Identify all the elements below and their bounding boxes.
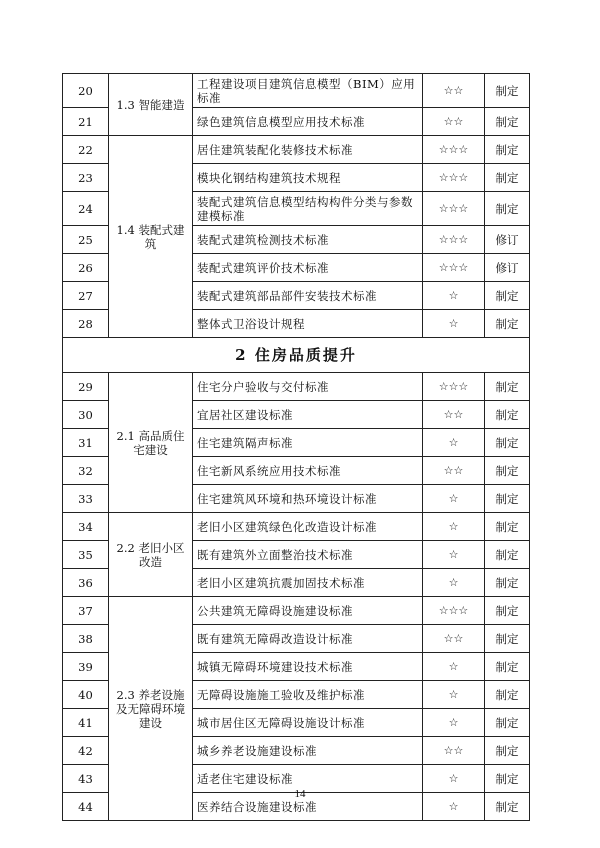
- priority-stars: ☆: [423, 485, 485, 513]
- row-number: 20: [63, 74, 109, 108]
- row-number: 43: [63, 765, 109, 793]
- priority-stars: ☆☆: [423, 625, 485, 653]
- table-row: [63, 373, 530, 401]
- standard-name: 城镇无障碍环境建设技术标准: [193, 653, 423, 681]
- work-type: 制定: [485, 373, 530, 401]
- standard-name: 宜居社区建设标准: [193, 401, 423, 429]
- category-cell: 1.3 智能建造: [109, 74, 193, 136]
- page-number: 14: [294, 788, 306, 800]
- work-type: 制定: [485, 569, 530, 597]
- table-row: [63, 513, 530, 541]
- priority-stars: ☆: [423, 793, 485, 821]
- row-number: 32: [63, 457, 109, 485]
- standard-name: 住宅建筑风环境和热环境设计标准: [193, 485, 423, 513]
- work-type: 制定: [485, 765, 530, 793]
- row-number: 30: [63, 401, 109, 429]
- priority-stars: ☆☆: [423, 737, 485, 765]
- priority-stars: ☆: [423, 429, 485, 457]
- work-type: 制定: [485, 513, 530, 541]
- priority-stars: ☆☆☆: [423, 136, 485, 164]
- row-number: 21: [63, 108, 109, 136]
- row-number: 34: [63, 513, 109, 541]
- work-type: 制定: [485, 282, 530, 310]
- table-row: [63, 136, 530, 164]
- standard-name: 装配式建筑信息模型结构构件分类与参数建模标准: [193, 192, 423, 226]
- priority-stars: ☆: [423, 569, 485, 597]
- row-number: 39: [63, 653, 109, 681]
- row-number: 24: [63, 192, 109, 226]
- row-number: 29: [63, 373, 109, 401]
- work-type: 制定: [485, 737, 530, 765]
- standard-name: 城市居住区无障碍设施设计标准: [193, 709, 423, 737]
- category-cell: 2.2 老旧小区改造: [109, 513, 193, 597]
- standard-name: 住宅建筑隔声标准: [193, 429, 423, 457]
- section-header-row: [63, 338, 530, 373]
- row-number: 36: [63, 569, 109, 597]
- priority-stars: ☆: [423, 282, 485, 310]
- priority-stars: ☆☆: [423, 74, 485, 108]
- row-number: 28: [63, 310, 109, 338]
- standard-name: 既有建筑外立面整治技术标准: [193, 541, 423, 569]
- priority-stars: ☆: [423, 513, 485, 541]
- work-type: 制定: [485, 401, 530, 429]
- row-number: 38: [63, 625, 109, 653]
- standard-name: 老旧小区建筑绿色化改造设计标准: [193, 513, 423, 541]
- work-type: 制定: [485, 192, 530, 226]
- section-title: 2 住房品质提升: [63, 338, 530, 373]
- standard-name: 无障碍设施施工验收及维护标准: [193, 681, 423, 709]
- standard-name: 医养结合设施建设标准: [193, 793, 423, 821]
- row-number: 26: [63, 254, 109, 282]
- standard-name: 适老住宅建设标准: [193, 765, 423, 793]
- standard-name: 公共建筑无障碍设施建设标准: [193, 597, 423, 625]
- priority-stars: ☆☆: [423, 457, 485, 485]
- work-type: 制定: [485, 597, 530, 625]
- row-number: 44: [63, 793, 109, 821]
- standards-table: [62, 73, 530, 821]
- standard-name: 老旧小区建筑抗震加固技术标准: [193, 569, 423, 597]
- priority-stars: ☆☆: [423, 401, 485, 429]
- row-number: 41: [63, 709, 109, 737]
- priority-stars: ☆☆☆: [423, 597, 485, 625]
- row-number: 35: [63, 541, 109, 569]
- priority-stars: ☆☆☆: [423, 192, 485, 226]
- work-type: 制定: [485, 164, 530, 192]
- row-number: 40: [63, 681, 109, 709]
- work-type: 制定: [485, 108, 530, 136]
- priority-stars: ☆☆☆: [423, 254, 485, 282]
- standard-name: 装配式建筑评价技术标准: [193, 254, 423, 282]
- standard-name: 装配式建筑检测技术标准: [193, 226, 423, 254]
- standard-name: 整体式卫浴设计规程: [193, 310, 423, 338]
- standard-name: 既有建筑无障碍改造设计标准: [193, 625, 423, 653]
- work-type: 修订: [485, 254, 530, 282]
- standard-name: 住宅分户验收与交付标准: [193, 373, 423, 401]
- work-type: 制定: [485, 625, 530, 653]
- priority-stars: ☆: [423, 653, 485, 681]
- work-type: 制定: [485, 541, 530, 569]
- work-type: 制定: [485, 681, 530, 709]
- priority-stars: ☆☆☆: [423, 373, 485, 401]
- priority-stars: ☆: [423, 765, 485, 793]
- work-type: 修订: [485, 226, 530, 254]
- standard-name: 模块化钢结构建筑技术规程: [193, 164, 423, 192]
- standard-name: 绿色建筑信息模型应用技术标准: [193, 108, 423, 136]
- work-type: 制定: [485, 136, 530, 164]
- category-cell: 2.1 高品质住宅建设: [109, 373, 193, 513]
- standard-name: 工程建设项目建筑信息模型（BIM）应用标准: [193, 74, 423, 108]
- priority-stars: ☆: [423, 709, 485, 737]
- table-row: [63, 597, 530, 625]
- priority-stars: ☆☆☆: [423, 164, 485, 192]
- work-type: 制定: [485, 74, 530, 108]
- standard-name: 装配式建筑部品部件安装技术标准: [193, 282, 423, 310]
- work-type: 制定: [485, 485, 530, 513]
- standard-name: 城乡养老设施建设标准: [193, 737, 423, 765]
- standard-name: 居住建筑装配化装修技术标准: [193, 136, 423, 164]
- priority-stars: ☆: [423, 310, 485, 338]
- category-cell: 2.3 养老设施及无障碍环境建设: [109, 597, 193, 821]
- work-type: 制定: [485, 709, 530, 737]
- row-number: 23: [63, 164, 109, 192]
- row-number: 33: [63, 485, 109, 513]
- table-row: [63, 74, 530, 108]
- work-type: 制定: [485, 457, 530, 485]
- standard-name: 住宅新风系统应用技术标准: [193, 457, 423, 485]
- priority-stars: ☆: [423, 541, 485, 569]
- row-number: 25: [63, 226, 109, 254]
- row-number: 42: [63, 737, 109, 765]
- work-type: 制定: [485, 793, 530, 821]
- work-type: 制定: [485, 310, 530, 338]
- row-number: 27: [63, 282, 109, 310]
- priority-stars: ☆☆☆: [423, 226, 485, 254]
- row-number: 31: [63, 429, 109, 457]
- row-number: 22: [63, 136, 109, 164]
- work-type: 制定: [485, 429, 530, 457]
- work-type: 制定: [485, 653, 530, 681]
- priority-stars: ☆☆: [423, 108, 485, 136]
- priority-stars: ☆: [423, 681, 485, 709]
- category-cell: 1.4 装配式建筑: [109, 136, 193, 338]
- row-number: 37: [63, 597, 109, 625]
